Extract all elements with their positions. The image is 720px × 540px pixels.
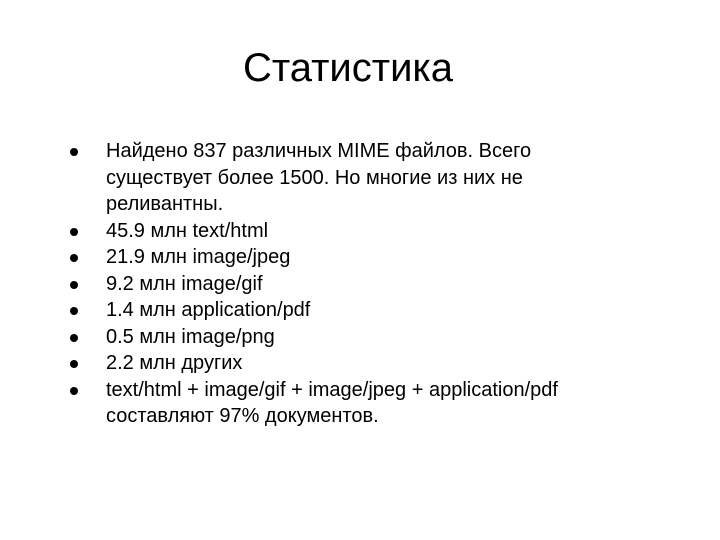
list-item: [70, 350, 630, 377]
list-item-text: 0.5 млн image/png: [106, 325, 275, 348]
bullet-dot-icon: [70, 360, 78, 368]
list-item: [70, 244, 630, 271]
bullet-dot-icon: [70, 254, 78, 262]
list-item-text: 9.2 млн image/gif: [106, 272, 263, 295]
list-item: [70, 271, 630, 298]
list-item-text: 21.9 млн image/jpeg: [106, 246, 291, 268]
list-item: [70, 377, 630, 430]
bullet-dot-icon: [70, 307, 78, 315]
bullet-list: [70, 138, 630, 430]
bullet-dot-icon: [70, 228, 78, 236]
slide-title: Статистика: [242, 46, 454, 90]
bullet-dot-icon: [70, 387, 78, 395]
list-item-text: 45.9 млн text/html: [106, 219, 269, 242]
bullet-dot-icon: [70, 148, 78, 156]
bullet-dot-icon: [70, 334, 78, 342]
list-item-text: text/html + image/gif + image/jpeg + application/pdf составляют 97% документов.: [106, 378, 558, 427]
list-item: [70, 138, 630, 218]
list-item: [70, 218, 630, 245]
list-item: [70, 297, 630, 324]
list-item-text: 2.2 млн других: [106, 352, 243, 374]
list-item-text: Найдено 837 различных MIME файлов. Всего существует более 1500. Но многие из них не реливантны.: [106, 140, 532, 215]
list-item-text: 1.4 млн application/pdf: [106, 299, 311, 321]
list-item: [70, 324, 630, 351]
bullet-dot-icon: [70, 281, 78, 289]
